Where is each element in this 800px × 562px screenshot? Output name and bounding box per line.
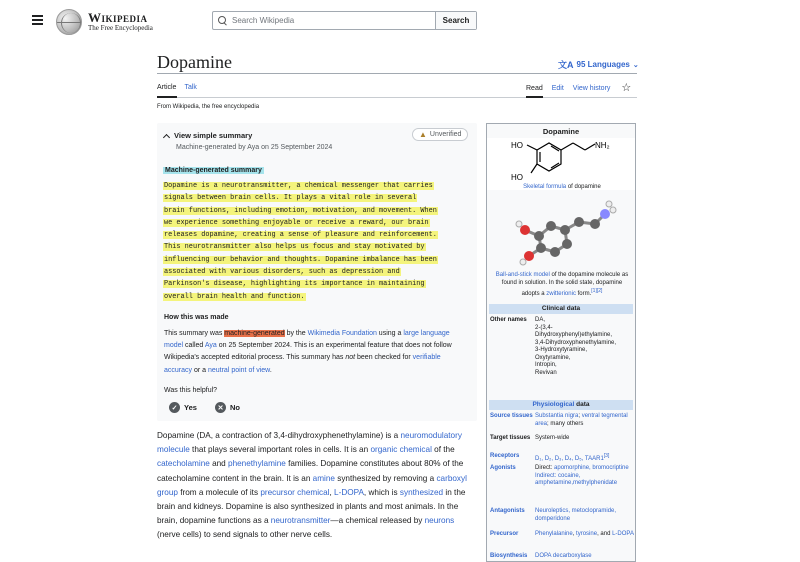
chevron-up-icon	[163, 133, 170, 140]
page-title: Dopamine	[157, 52, 232, 72]
how-made-heading: How this was made	[164, 314, 229, 321]
body-link[interactable]: neuromodulatory molecule	[157, 431, 462, 455]
formula-label: HO	[511, 141, 523, 150]
summary-text: Dopamine is a neurotransmitter, a chemical messenger that carries signals between brain cells. It plays a vital role in several brain functions, including emotion, motivation, and movement. When we experience something enjoyable or receive a reward, our brain releases dopamine, creating a sense of pleasure and reinforcement. This neurotransmitter also helps us focus and stay motivated by influencing our behavior and thoughts. Dopamine imbalance has been associated with various disorders, such as depression and Parkinson's disease, highlighting its importance in maintaining overall brain health and function.	[164, 182, 437, 301]
tab-talk[interactable]: Talk	[184, 84, 197, 91]
source-tissues-row: Source tissues Substantia nigra; ventral tegmental area; many others	[490, 413, 628, 427]
precursor-row: Precursor Phenylalanine, tyrosine, and L-DOPA	[490, 531, 634, 537]
body-link[interactable]: synthesized	[399, 487, 444, 497]
formula-label: HO	[511, 173, 523, 182]
close-icon: ✕	[215, 402, 226, 413]
target-tissues-row: Target tissues System-wide	[490, 435, 570, 441]
no-button[interactable]: ✕ No	[215, 402, 240, 413]
skeletal-formula-image[interactable]	[487, 138, 636, 190]
logo-subtitle: The Free Encyclopedia	[88, 24, 153, 32]
tab-view-history[interactable]: View history	[572, 84, 611, 92]
ball-stick-caption: Ball-and-stick model of the dopamine molecule as found in solution. In the solid state, dopamine adopts a zwitterionic form.[1][2]	[495, 272, 629, 297]
body-link[interactable]: L-DOPA	[334, 487, 364, 497]
language-count: 95 Languages	[576, 60, 630, 69]
article-lead-paragraph: Dopamine (DA, a contraction of 3,4-dihydroxyphenethylamine) is a neuromodulatory molecule that plays several important roles in cells. It is an organic chemical of the catecholamine and phenethylamine families. Dopamine constitutes about 80% of the catecholamine content in the brain. It is an amine synthesized by removing a carboxyl group from a molecule of its precursor chemical, L-DOPA, which is synthesized in the brain and kidneys. Dopamine is also synthesized in plants and most animals. In the brain, dopamine functions as a neurotransmitter—a chemical released by neurons (nerve cells) to send signals to other nerve cells.	[157, 431, 467, 540]
check-icon: ✓	[169, 402, 180, 413]
biosynthesis-row: Biosynthesis DOPA decarboxylase	[490, 553, 592, 559]
ball-and-stick-model-image[interactable]	[499, 196, 625, 272]
skeletal-caption: Skeletal formula of dopamine	[523, 184, 601, 190]
clinical-data-header: Clinical data	[489, 304, 633, 314]
summary-heading: View simple summary	[174, 131, 253, 140]
infobox-title: Dopamine	[542, 127, 580, 136]
body-link[interactable]: carboxyl group	[157, 473, 467, 497]
body-link[interactable]: precursor chemical	[260, 487, 330, 497]
warning-icon: ▲	[419, 130, 427, 139]
main-menu-button[interactable]	[32, 15, 43, 25]
body-link[interactable]: neurons	[424, 516, 455, 526]
search-form	[212, 11, 477, 30]
aya-link[interactable]: Aya	[204, 342, 217, 350]
site-subtitle: From Wikipedia, the free encyclopedia	[157, 104, 260, 110]
infobox	[486, 123, 636, 562]
summary-toggle[interactable]	[164, 131, 252, 140]
wikimedia-foundation-link[interactable]: Wikimedia Foundation	[307, 330, 377, 337]
llm-link[interactable]: large language model	[164, 330, 450, 350]
tab-read[interactable]: Read	[526, 84, 543, 92]
body-link[interactable]: phenethylamine	[228, 459, 286, 469]
search-icon	[218, 16, 228, 26]
other-names-row: Other names DA, 2-(3,4- Dihydroxyphenyl)ethylamine, 3,4-Dihydroxyphenethylamine, 3-Hydroxytyramine, Oxytyramine, Intropin, Revivan	[490, 317, 617, 376]
body-link[interactable]: organic chemical	[370, 445, 432, 455]
search-button[interactable]: Search	[435, 12, 476, 29]
body-link[interactable]: amine	[312, 473, 335, 483]
machine-generated-label: Machine-generated summary	[165, 167, 262, 174]
yes-button[interactable]: ✓ Yes	[169, 402, 197, 413]
wikipedia-globe-icon	[56, 9, 82, 35]
antagonists-row: Antagonists Neuroleptics, metoclopramide, domperidone	[490, 508, 617, 522]
language-button[interactable]	[558, 58, 639, 71]
agonists-row: Agonists Direct: apomorphine, bromocriptine Indirect: cocaine, amphetamine,methylphenidate	[490, 465, 629, 486]
search-input[interactable]	[232, 16, 412, 25]
tab-edit[interactable]: Edit	[551, 84, 564, 92]
physiological-data-header: Physiological data	[489, 400, 633, 410]
verifiable-accuracy-link[interactable]: verifiable accuracy	[164, 354, 441, 374]
simple-summary-panel	[157, 123, 477, 421]
body-link[interactable]: catecholamine	[157, 459, 210, 469]
body-link[interactable]: neurotransmitter	[270, 516, 331, 526]
tab-article[interactable]: Article	[157, 84, 177, 91]
logo-title: Wikipedia	[88, 10, 148, 25]
chevron-down-icon: ⌄	[632, 61, 639, 69]
neutral-pov-link[interactable]: neutral point of view	[207, 366, 270, 374]
watchlist-star-icon[interactable]: ☆	[621, 82, 632, 94]
summary-meta: Machine-generated by Aya on 25 September 2024	[176, 144, 333, 151]
translate-icon: 文A	[558, 60, 574, 70]
wikipedia-logo[interactable]	[56, 9, 153, 35]
unverified-badge: ▲ Unverified	[412, 128, 468, 141]
receptors-row: Receptors D₁, D₂, D₃, D₄, D₅, TAAR1[3]	[490, 453, 610, 462]
helpful-question: Was this helpful?	[164, 387, 218, 394]
formula-label: NH₂	[595, 141, 610, 150]
how-made-text: This summary was machine-generated by the Wikimedia Foundation using a large language model called Aya on 25 September 2024. This is an experimental feature that does not follow Wikipedia's accepted editorial process. This summary has not been checked for verifiable accuracy or a neutral point of view.	[164, 330, 452, 374]
